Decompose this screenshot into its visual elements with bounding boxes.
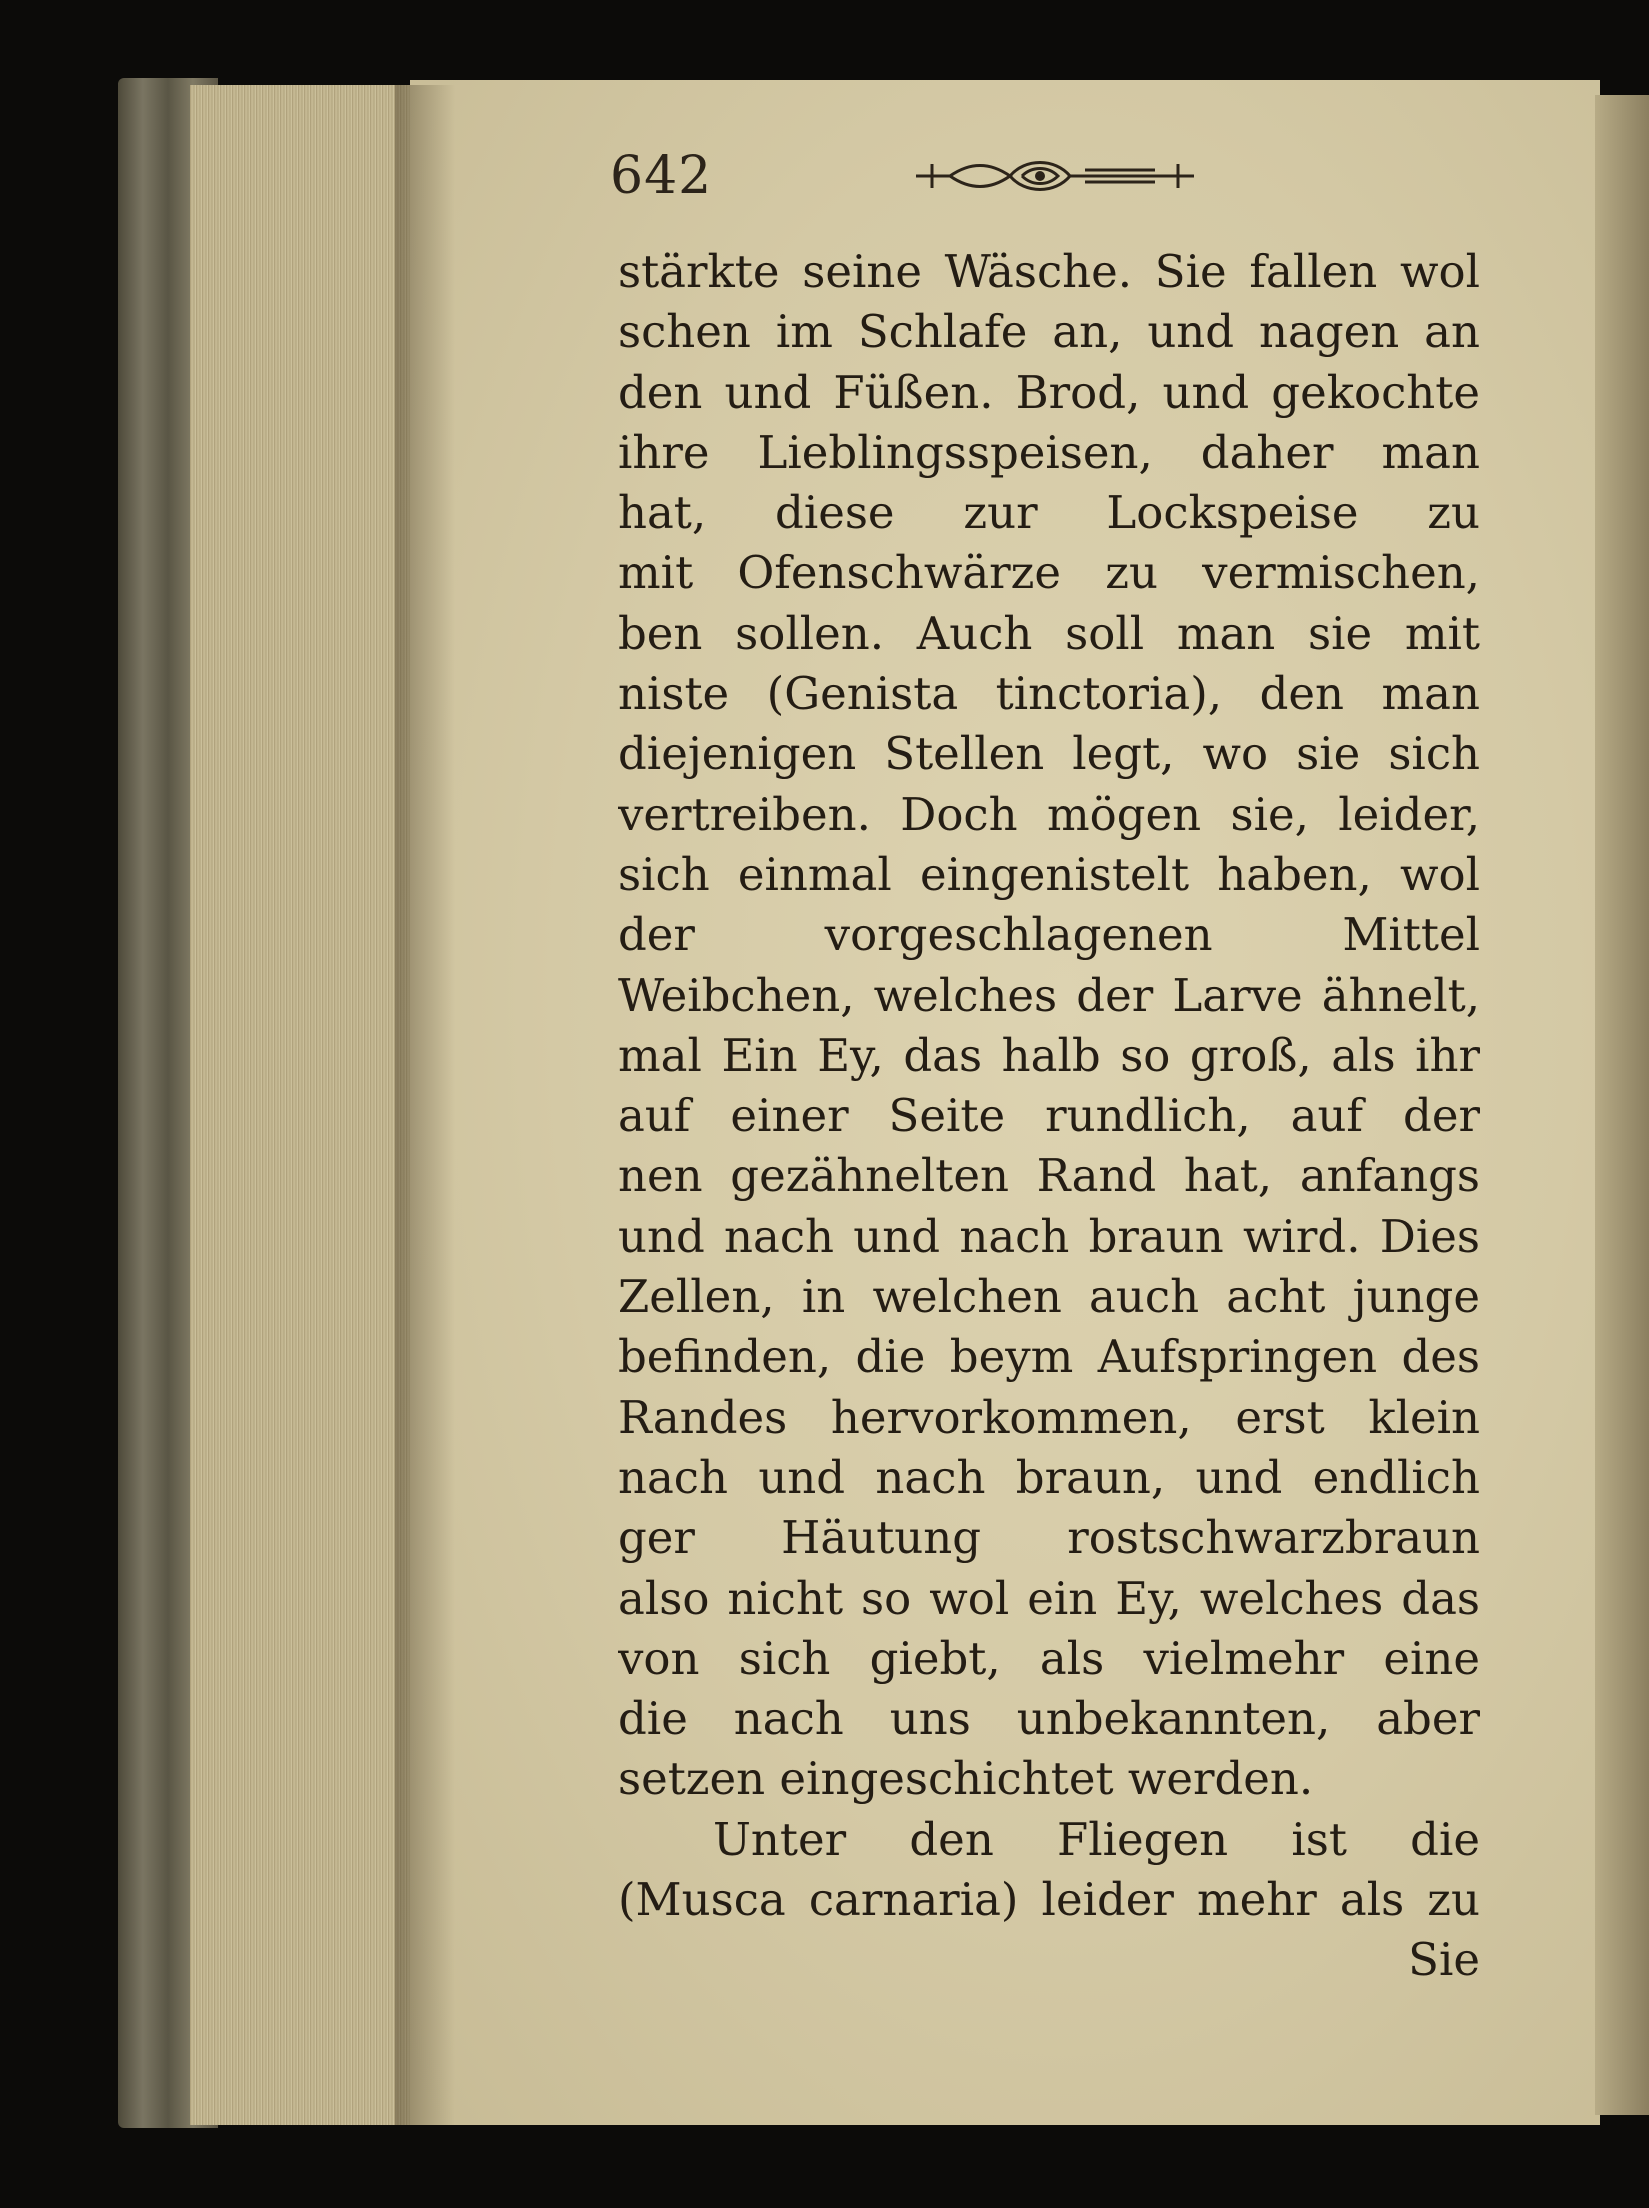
text-line: nach und nach braun, und endlich [618,1450,1480,1504]
text-line: den und Füßen. Brod, und gekochte [618,365,1480,419]
text-line: die nach uns unbekannten, aber [618,1692,1480,1746]
page-header [610,140,1510,210]
catchword: Sie [1408,1933,1480,1987]
text-line: von sich giebt, als vielmehr eine [618,1631,1480,1685]
text-line: vertreiben. Doch mögen sie, leider, [618,787,1480,841]
text-line: befinden, die beym Aufspringen des [618,1330,1480,1384]
ornament-divider-icon [910,154,1200,198]
text-line: sich einmal eingenistelt haben, wol [618,847,1480,901]
text-line: niste (Genista tinctoria), den man [618,667,1480,721]
page-body [618,242,1480,1991]
text-line: und nach und nach braun wird. Dies [618,1209,1480,1263]
text-line: diejenigen Stellen legt, wo sie sich [618,727,1480,781]
text-line: hat, diese zur Lockspeise zu [618,486,1480,540]
text-line: schen im Schlafe an, und nagen an [618,305,1480,359]
page-number: 642 [610,146,713,206]
text-line: nen gezähnelten Rand hat, anfangs [618,1149,1480,1203]
text-line: auf einer Seite rundlich, auf der [618,1089,1480,1143]
text-line: mal Ein Ey, das halb so groß, als ihr [618,1028,1480,1082]
page-stack-edge [190,85,420,2125]
text-line: mit Ofenschwärze zu vermischen, [618,546,1480,600]
text-line: der vorgeschlagenen Mittel [618,908,1480,962]
text-line: also nicht so wol ein Ey, welches das [618,1571,1480,1625]
paragraph-start: Unter den Fliegen ist die [713,1812,1480,1866]
text-line: Randes hervorkommen, erst klein [618,1390,1480,1444]
text-line: ben sollen. Auch soll man sie mit [618,606,1480,660]
text-line: Zellen, in welchen auch acht junge [618,1270,1480,1324]
text-line: (Musca carnaria) leider mehr als zu [618,1873,1480,1927]
text-line: ihre Lieblingsspeisen, daher man [618,425,1480,479]
text-line: stärkte seine Wäsche. Sie fallen wol [618,245,1480,298]
text-line: Weibchen, welches der Larve ähnelt, [618,968,1480,1022]
text-line: setzen eingeschichtet werden. [618,1752,1314,1806]
facing-page-edge [1595,95,1649,2115]
gutter-shadow [395,85,455,2125]
text-line: ger Häutung rostschwarzbraun [618,1511,1480,1565]
